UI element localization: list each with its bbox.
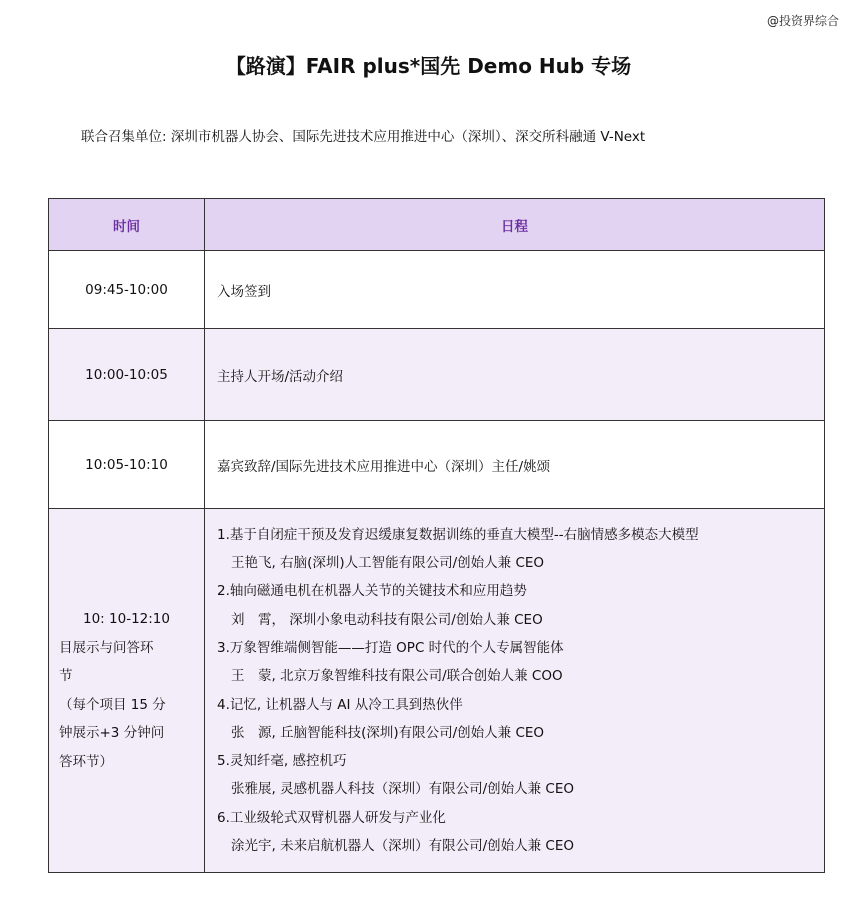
schedule-table [48,198,825,873]
demo-topic: 2.轴向磁通电机在机器人关节的关键技术和应用趋势 [217,583,527,600]
demo-desc-line: 答环节） [59,753,113,770]
demo-speaker: 王 蒙, 北京万象智维科技有限公司/联合创始人兼 COO [231,668,563,685]
organizers: 联合召集单位: 深圳市机器人协会、国际先进技术应用推进中心（深圳）、深交所科融通 V-Next [81,129,646,145]
table-row [49,421,825,509]
demo-desc-line: 钟展示+3 分钟问 [59,725,165,741]
header-agenda: 日程 [205,199,825,251]
demo-desc-line: 目展示与问答环 [59,639,154,656]
demo-topic: 5.灵知纤毫, 感控机巧 [217,753,347,770]
demo-desc-line: 节 [59,668,73,684]
demo-topic: 3.万象智维端侧智能——打造 OPC 时代的个人专属智能体 [217,639,564,656]
demo-speaker: 涂光宇, 未来启航机器人（深圳）有限公司/创始人兼 CEO [231,837,575,854]
header-time: 时间 [49,199,205,251]
demo-time: 10: 10-12:10 [83,611,170,627]
table-header [49,199,825,251]
demo-topic: 4.记忆, 让机器人与 AI 从冷工具到热伙伴 [217,696,463,713]
agenda-cell: 嘉宾致辞/国际先进技术应用推进中心（深圳）主任/姚颂 [205,421,825,509]
agenda-cell: 主持人开场/活动介绍 [205,329,825,421]
page-title: 【路演】FAIR plus*国先 Demo Hub 专场 [225,54,632,78]
agenda-cell: 入场签到 [205,251,825,329]
demo-topic: 1.基于自闭症干预及发育迟缓康复数据训练的垂直大模型--右脑情感多模态大模型 [217,526,699,543]
demo-items [205,509,825,873]
table-row [49,251,825,329]
time-cell: 10:05-10:10 [49,421,205,509]
demo-topic: 6.工业级轮式双臂机器人研发与产业化 [217,809,446,826]
table-row-demo [49,509,825,873]
demo-speaker: 张 源, 丘脑智能科技(深圳)有限公司/创始人兼 CEO [231,724,545,741]
table-row [49,329,825,421]
demo-speaker: 刘 霄， 深圳小象电动科技有限公司/创始人兼 CEO [231,611,543,628]
time-cell: 09:45-10:00 [49,251,205,329]
demo-speaker: 张雅展, 灵感机器人科技（深圳）有限公司/创始人兼 CEO [231,781,575,798]
demo-desc-line: （每个项目 15 分 [59,696,166,713]
demo-speaker: 王艳飞, 右脑(深圳)人工智能有限公司/创始人兼 CEO [231,555,545,572]
time-cell [49,509,205,873]
watermark: @投资界综合 [766,14,839,28]
time-cell: 10:00-10:05 [49,329,205,421]
